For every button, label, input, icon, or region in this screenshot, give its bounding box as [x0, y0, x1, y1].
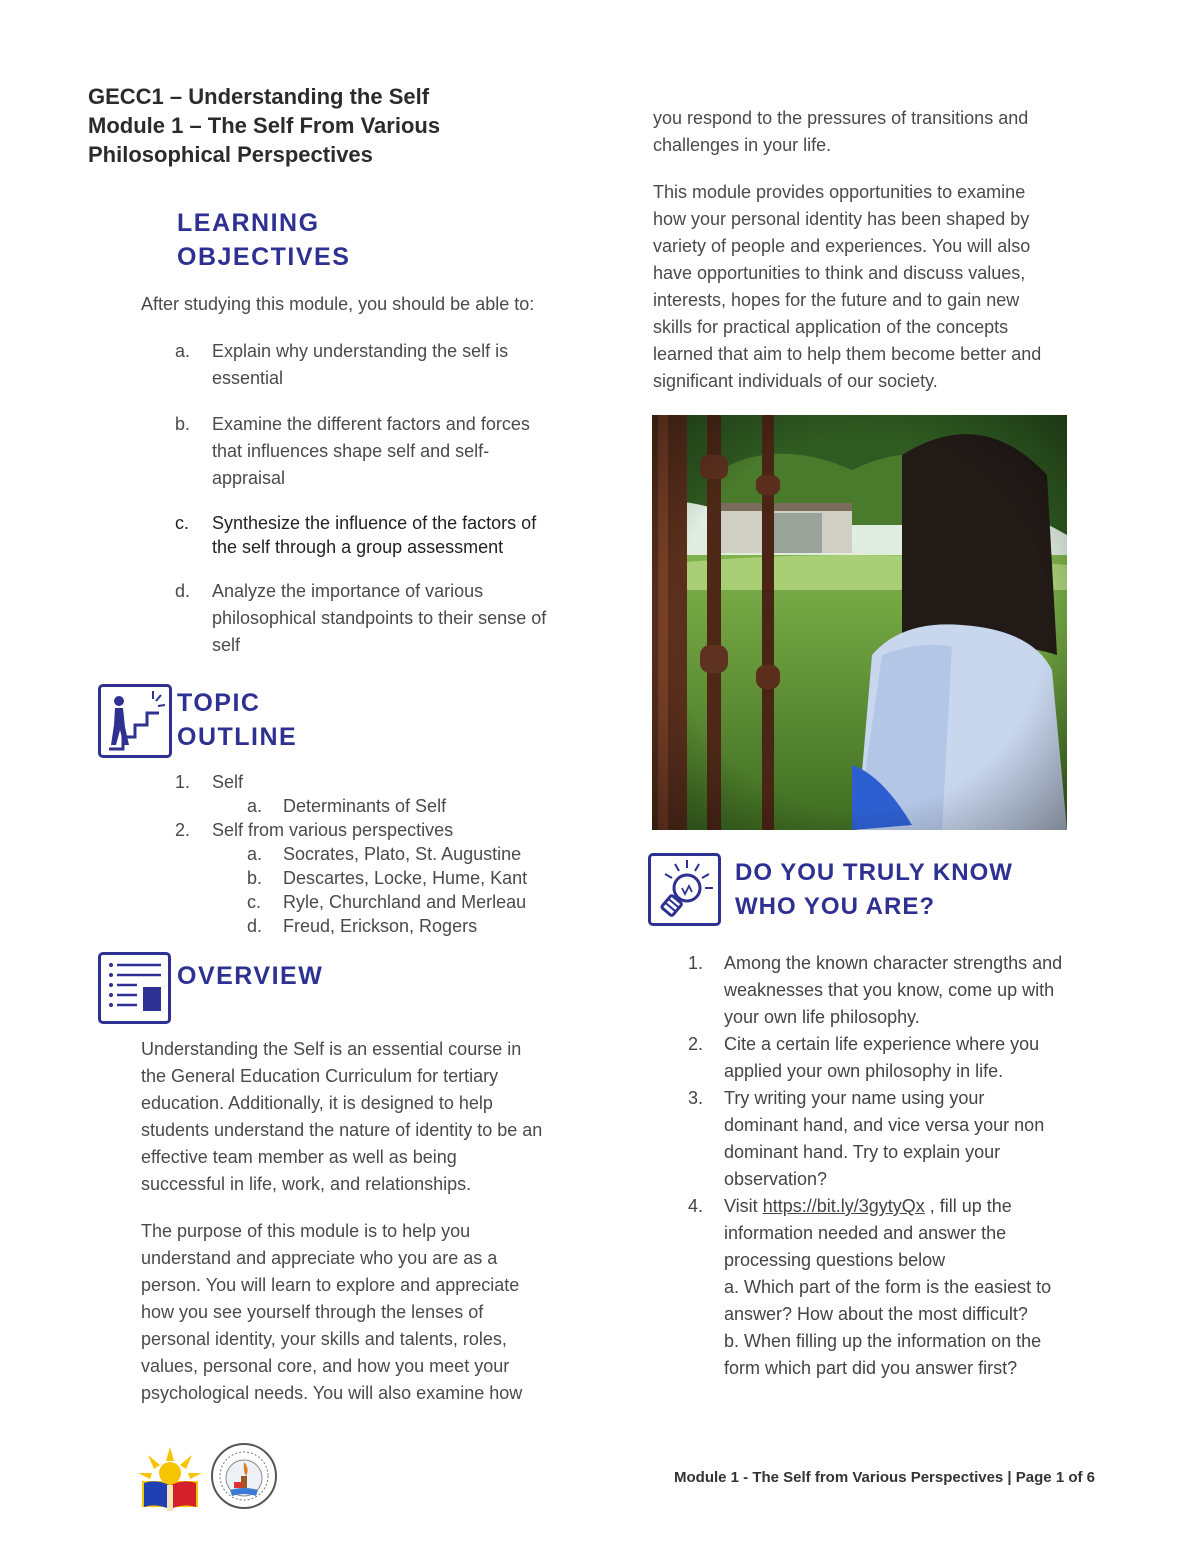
deped-logo	[134, 1443, 206, 1515]
overview-paragraph-2-continued: you respond to the pressures of transitions and challenges in your life.	[653, 108, 1029, 155]
objective-item: c. Synthesize the influence of the factors of the self through a group assessment	[175, 513, 537, 557]
title-line-2: Module 1 – The Self From Various	[88, 113, 441, 138]
title-line-1: GECC1 – Understanding the Self	[88, 84, 430, 109]
girl-garden-photo	[652, 415, 1067, 830]
question-item: 1. Among the known character strengths and weaknesses that you know, come up with your own life philosophy.	[688, 953, 1063, 1027]
outline-subitem: a. Socrates, Plato, St. Augustine	[247, 844, 522, 864]
overview-heading: OVERVIEW	[177, 962, 324, 990]
lightbulb-icon	[648, 853, 721, 926]
objectives-list	[175, 338, 595, 678]
outline-subitem: a. Determinants of Self	[247, 796, 447, 816]
overview-paragraph-2: The purpose of this module is to help you understand and appreciate who you are as a person. You will learn to explore and appreciate how you see yourself through the lenses of personal identity, your skills and talents, roles, values, personal core, and how you meet your psychological needs. You will also examine how	[141, 1221, 523, 1403]
document-title	[88, 82, 608, 169]
know-yourself-heading: DO YOU TRULY KNOW WHO YOU ARE?	[735, 859, 1013, 920]
outline-subitem: c. Ryle, Churchland and Merleau	[247, 892, 527, 912]
question-item: 2. Cite a certain life experience where you applied your own philosophy in life.	[688, 1034, 1040, 1081]
outline-item: 1. Self	[175, 772, 244, 792]
form-link[interactable]: https://bit.ly/3gytyQx	[762, 1196, 925, 1216]
objective-item: d. Analyze the importance of various philosophical standpoints to their sense of self	[175, 581, 547, 655]
document-list-icon	[98, 952, 171, 1024]
school-seal-logo	[210, 1442, 278, 1510]
question-item: 3. Try writing your name using your dominant hand, and vice versa your non dominant hand. Try to explain your observation?	[688, 1088, 1045, 1189]
outline-item: 2. Self from various perspectives	[175, 820, 454, 840]
overview-paragraph-3: This module provides opportunities to examine how your personal identity has been shaped by variety of people and experiences. You will also have opportunities to think and discuss values, interests, hopes for the future and to gain new skills for practical application of the concepts learned that aim to help them become better and significant individuals of our society.	[653, 182, 1042, 391]
objective-item: b. Examine the different factors and forces that influences shape self and self- appraisal	[175, 414, 530, 488]
objectives-intro: After studying this module, you should be able to:	[141, 294, 535, 314]
page-footer: Module 1 - The Self from Various Perspectives | Page 1 of 6	[674, 1469, 1095, 1486]
reflection-questions-list	[688, 950, 1108, 1382]
overview-paragraph-1: Understanding the Self is an essential course in the General Education Curriculum for tertiary education. Additionally, it is designed to help students understand the nature of identity to be an effective team member as well as being successful in life, work, and relationships.	[141, 1039, 543, 1194]
topic-outline-heading: TOPIC OUTLINE	[177, 689, 298, 751]
question-item: 4. Visit https://bit.ly/3gytyQx , fill up the information needed and answer the processing questions below a. Which part of the form is the easiest to answer? How about the most difficult? b. When filling up the information on the form which part did you answer first?	[688, 1196, 1052, 1378]
title-line-3: Philosophical Perspectives	[88, 142, 373, 167]
stairs-climber-icon	[98, 684, 172, 758]
learning-objectives-heading: LEARNING OBJECTIVES	[177, 209, 351, 271]
topic-outline-list	[175, 770, 595, 938]
outline-subitem: b. Descartes, Locke, Hume, Kant	[247, 868, 528, 888]
outline-subitem: d. Freud, Erickson, Rogers	[247, 916, 478, 936]
objective-item: a. Explain why understanding the self is essential	[175, 341, 509, 388]
